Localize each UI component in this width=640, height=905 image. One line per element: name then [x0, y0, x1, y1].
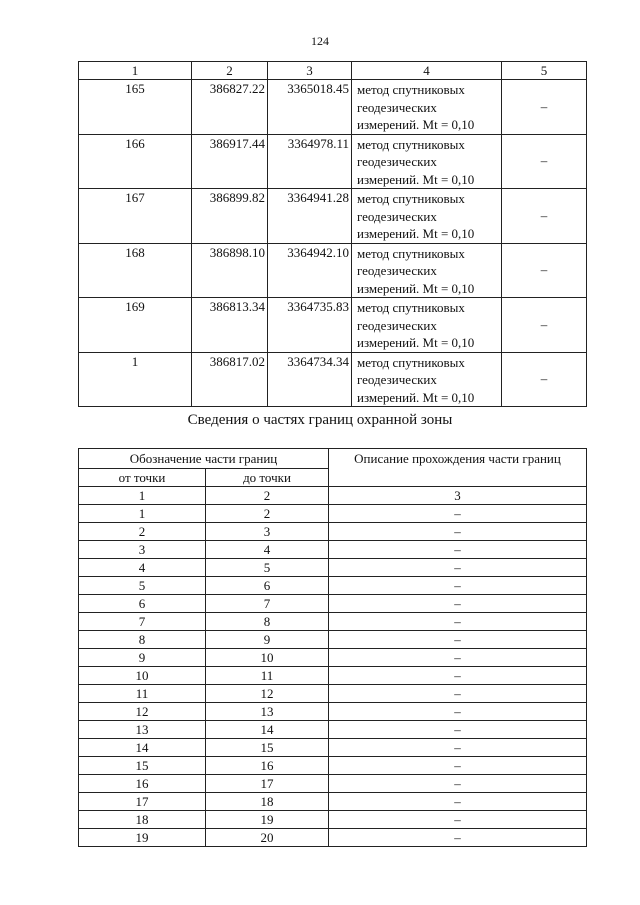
coordinate-x: 386898.10 — [192, 243, 268, 298]
table-row — [79, 685, 587, 703]
from-point: 1 — [79, 505, 206, 523]
from-point: 15 — [79, 757, 206, 775]
from-point: 7 — [79, 613, 206, 631]
to-point: 3 — [206, 523, 329, 541]
to-point: 6 — [206, 577, 329, 595]
from-point: 9 — [79, 649, 206, 667]
coordinate-x: 386813.34 — [192, 298, 268, 353]
method-line: геодезических — [357, 263, 437, 278]
to-point: 13 — [206, 703, 329, 721]
part-description: – — [329, 613, 587, 631]
point-number: 168 — [79, 243, 192, 298]
part-description: – — [329, 757, 587, 775]
from-point: 17 — [79, 793, 206, 811]
from-point: 4 — [79, 559, 206, 577]
from-point: 8 — [79, 631, 206, 649]
to-point: 9 — [206, 631, 329, 649]
part-description: – — [329, 739, 587, 757]
part-description: – — [329, 559, 587, 577]
parts-header-row — [79, 449, 587, 469]
table-row — [79, 243, 587, 298]
coordinate-x: 386827.22 — [192, 80, 268, 135]
method-line: метод спутниковых — [357, 82, 465, 97]
coordinate-y: 3364942.10 — [268, 243, 352, 298]
header-boundary-part: Обозначение части границ — [79, 449, 329, 469]
to-point: 20 — [206, 829, 329, 847]
point-number: 165 — [79, 80, 192, 135]
table-row — [79, 703, 587, 721]
method-line: метод спутниковых — [357, 136, 465, 152]
to-point: 5 — [206, 559, 329, 577]
table-row — [79, 189, 587, 244]
to-point: 17 — [206, 775, 329, 793]
note-cell: – — [502, 298, 587, 353]
method-line: измерений. Mt = 0,10 — [357, 389, 475, 405]
to-point: 16 — [206, 757, 329, 775]
part-description: – — [329, 703, 587, 721]
method-line: геодезических — [357, 372, 437, 387]
from-point: 16 — [79, 775, 206, 793]
part-description: – — [329, 829, 587, 847]
col-header-3: 3 — [268, 62, 352, 80]
coordinate-x: 386899.82 — [192, 189, 268, 244]
note-cell: – — [502, 80, 587, 135]
col-number-1: 1 — [79, 487, 206, 505]
method-line: геодезических — [357, 317, 437, 333]
to-point: 10 — [206, 649, 329, 667]
note-cell: – — [502, 189, 587, 244]
to-point: 18 — [206, 793, 329, 811]
from-point: 12 — [79, 703, 206, 721]
table-row — [79, 649, 587, 667]
to-point: 15 — [206, 739, 329, 757]
to-point: 11 — [206, 667, 329, 685]
part-description: – — [329, 793, 587, 811]
to-point: 12 — [206, 685, 329, 703]
coordinate-x: 386917.44 — [192, 134, 268, 189]
table-row — [79, 631, 587, 649]
col-header-4: 4 — [352, 62, 502, 80]
from-point: 19 — [79, 829, 206, 847]
point-number: 166 — [79, 134, 192, 189]
table-row — [79, 134, 587, 189]
part-description: – — [329, 541, 587, 559]
page-number: 124 — [311, 34, 329, 48]
part-description: – — [329, 523, 587, 541]
header-from-point: от точки — [79, 469, 206, 487]
to-point: 4 — [206, 541, 329, 559]
to-point: 2 — [206, 505, 329, 523]
coordinates-table — [78, 61, 587, 407]
coordinates-header-row — [79, 62, 587, 80]
table-row — [79, 80, 587, 135]
part-description: – — [329, 811, 587, 829]
to-point: 8 — [206, 613, 329, 631]
to-point: 7 — [206, 595, 329, 613]
table-row — [79, 505, 587, 523]
to-point: 14 — [206, 721, 329, 739]
table-row — [79, 811, 587, 829]
note-cell: – — [502, 352, 587, 407]
method-cell — [352, 298, 502, 353]
table-row — [79, 352, 587, 407]
from-point: 3 — [79, 541, 206, 559]
coordinate-y: 3364735.83 — [268, 298, 352, 353]
method-line: геодезических — [357, 154, 437, 169]
from-point: 13 — [79, 721, 206, 739]
table-row — [79, 541, 587, 559]
table-row — [79, 757, 587, 775]
section-title: Сведения о частях границ охранной зоны — [187, 412, 453, 428]
from-point: 6 — [79, 595, 206, 613]
coordinate-y: 3364941.28 — [268, 189, 352, 244]
table-row — [79, 298, 587, 353]
col-header-2: 2 — [192, 62, 268, 80]
part-description: – — [329, 505, 587, 523]
from-point: 10 — [79, 667, 206, 685]
col-header-1: 1 — [79, 62, 192, 80]
table-row — [79, 523, 587, 541]
table-row — [79, 721, 587, 739]
method-line: измерений. Mt = 0,10 — [357, 335, 475, 350]
table-row — [79, 793, 587, 811]
from-point: 5 — [79, 577, 206, 595]
method-line: геодезических — [357, 208, 437, 224]
method-cell — [352, 80, 502, 135]
table-row — [79, 667, 587, 685]
method-cell — [352, 134, 502, 189]
table-row — [79, 829, 587, 847]
method-line: измерений. Mt = 0,10 — [357, 171, 475, 187]
note-cell: – — [502, 243, 587, 298]
method-line: метод спутниковых — [357, 191, 465, 206]
table-row — [79, 577, 587, 595]
method-cell — [352, 243, 502, 298]
col-number-3: 3 — [329, 487, 587, 505]
part-description: – — [329, 775, 587, 793]
coordinate-y: 3364734.34 — [268, 352, 352, 407]
method-cell — [352, 189, 502, 244]
point-number: 1 — [79, 352, 192, 407]
point-number: 167 — [79, 189, 192, 244]
to-point: 19 — [206, 811, 329, 829]
note-cell: – — [502, 134, 587, 189]
parts-col-number-row — [79, 487, 587, 505]
from-point: 2 — [79, 523, 206, 541]
from-point: 14 — [79, 739, 206, 757]
method-line: измерений. Mt = 0,10 — [357, 226, 475, 241]
header-to-point: до точки — [206, 469, 329, 487]
table-row — [79, 559, 587, 577]
part-description: – — [329, 721, 587, 739]
header-description: Описание прохождения части границ — [329, 449, 587, 487]
from-point: 18 — [79, 811, 206, 829]
table-row — [79, 775, 587, 793]
part-description: – — [329, 631, 587, 649]
part-description: – — [329, 595, 587, 613]
table-row — [79, 613, 587, 631]
method-line: геодезических — [357, 99, 437, 115]
method-line: метод спутниковых — [357, 300, 465, 315]
point-number: 169 — [79, 298, 192, 353]
method-cell — [352, 352, 502, 407]
coordinate-y: 3364978.11 — [268, 134, 352, 189]
boundary-parts-table — [78, 448, 587, 847]
coordinate-x: 386817.02 — [192, 352, 268, 407]
method-line: метод спутниковых — [357, 245, 465, 261]
col-number-2: 2 — [206, 487, 329, 505]
from-point: 11 — [79, 685, 206, 703]
col-header-5: 5 — [502, 62, 587, 80]
part-description: – — [329, 667, 587, 685]
part-description: – — [329, 649, 587, 667]
coordinate-y: 3365018.45 — [268, 80, 352, 135]
table-row — [79, 739, 587, 757]
method-line: измерений. Mt = 0,10 — [357, 117, 475, 132]
method-line: метод спутниковых — [357, 354, 465, 370]
part-description: – — [329, 577, 587, 595]
part-description: – — [329, 685, 587, 703]
method-line: измерений. Mt = 0,10 — [357, 280, 475, 296]
table-row — [79, 595, 587, 613]
